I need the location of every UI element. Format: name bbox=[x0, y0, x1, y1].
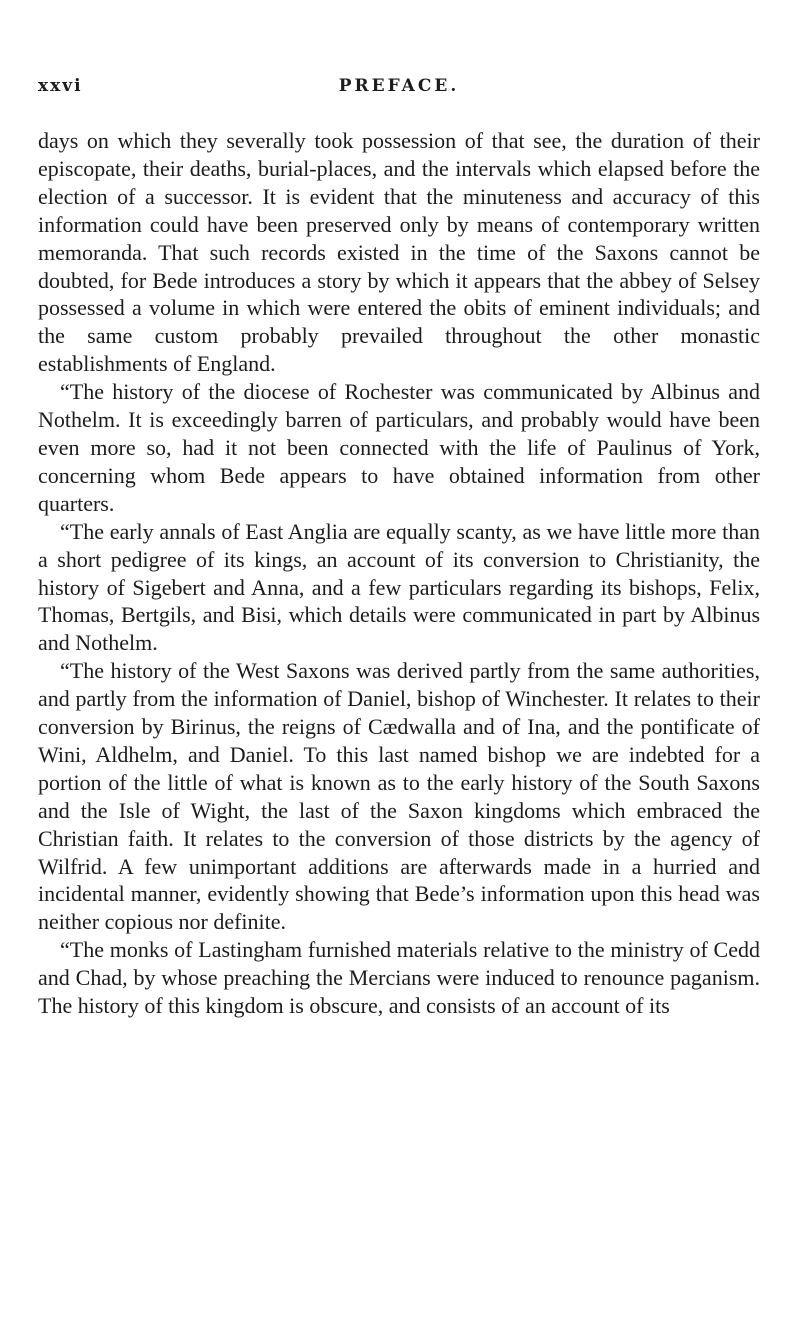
paragraph-4: “The history of the West Saxons was derived partly from the same authorities, and partly from the information of Daniel, bishop of Winchester. It relates to their conversion by Birinus, the reigns of Cædwalla and of Ina, and the pontificate of Wini, Aldhelm, and Daniel. To this last named bishop we are indebted for a portion of the little of what is known as to the early history of the South Saxons and the Isle of Wight, the last of the Saxon kingdoms which embraced the Christian faith. It relates to the conversion of those districts by the agency of Wilfrid. A few unimportant additions are afterwards made in a hurried and incidental manner, evidently showing that Bede’s information upon this head was neither copious nor definite. bbox=[38, 658, 760, 935]
paragraph-2: “The history of the diocese of Rochester was communicated by Albinus and Nothelm. It is exceedingly barren of particulars, and probably would have been even more so, had it not been connected with the life of Paulinus of York, concerning whom Bede appears to have obtained information from other quarters. bbox=[38, 379, 760, 516]
paragraph-3: “The early annals of East Anglia are equally scanty, as we have little more than a short pedigree of its kings, an account of its conversion to Christianity, the history of Sigebert and Anna, and a few particulars regarding its bishops, Felix, Thomas, Bertgils, and Bisi, which details were communicated in part by Albinus and Nothelm. bbox=[38, 518, 760, 656]
page-number: xxvi bbox=[38, 76, 83, 96]
body-text bbox=[38, 127, 760, 1020]
paragraph-1: days on which they severally took possession of that see, the duration of their episcopate, their deaths, burial-places, and the intervals which elapsed before the election of a successor. It is evident that the minuteness and accuracy of this information could have been preserved only by means of contemporary written memoranda. That such records existed in the time of the Saxons cannot be doubted, for Bede introduces a story by which it appears that the abbey of Selsey possessed a volume in which were entered the obits of eminent individuals; and the same custom probably prevailed throughout the other monastic establishments of England. bbox=[38, 128, 760, 377]
running-title: PREFACE. bbox=[338, 76, 460, 96]
paragraph-5: “The monks of Lastingham furnished materials relative to the ministry of Cedd and Chad, by whose preaching the Mercians were induced to renounce paganism. The history of this kingdom is obscure, and consists of an account of its bbox=[38, 937, 760, 1019]
running-head bbox=[38, 76, 760, 104]
